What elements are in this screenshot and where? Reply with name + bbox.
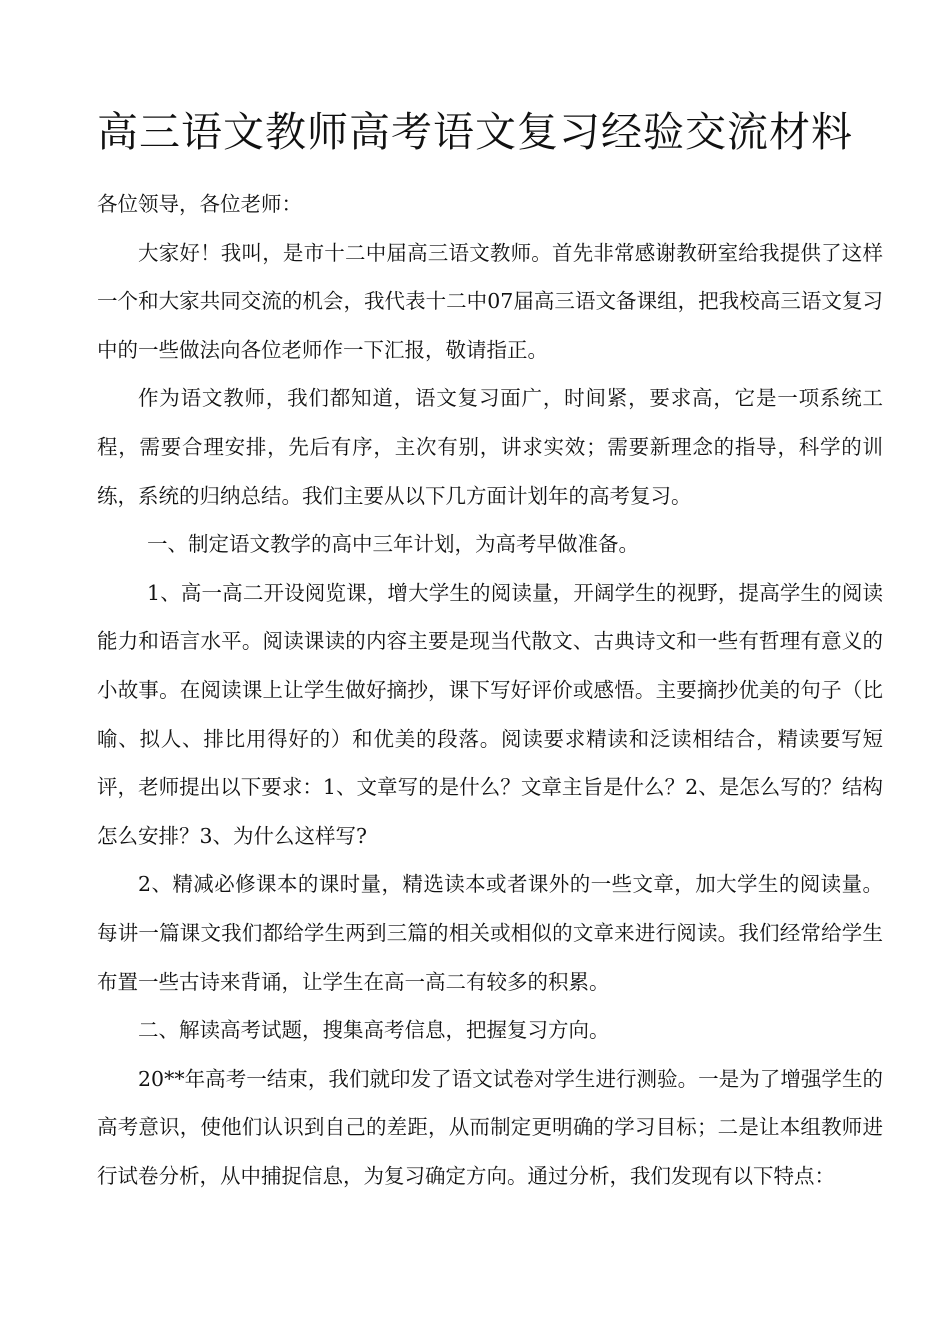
section-heading-2: 二、解读高考试题，搜集高考信息，把握复习方向。 <box>138 1018 610 1043</box>
paragraph-analysis: 20**年高考一结束，我们就印发了语文试卷对学生进行测验。一是为了增强学生的高考意识，使他们认识到自己的差距，从而制定更明确的学习目标；二是让本组教师进行试卷分析，从中捕捉信息，为复习确定方向。通过分析，我们发现有以下特点： <box>97 1066 883 1188</box>
paragraph-greeting: 大家好！我叫，是市十二中届高三语文教师。首先非常感谢教研室给我提供了这样一个和大家共同交流的机会，我代表十二中07届高三语文备课组，把我校高三语文复习中的一些做法向各位老师作一下汇报，敬请指正。 <box>97 240 883 362</box>
document-body <box>97 180 883 1200</box>
section-heading-1: 一、制定语文教学的高中三年计划，为高考早做准备。 <box>147 532 639 557</box>
salutation: 各位领导，各位老师： <box>97 192 302 216</box>
list-item-2: 2、精减必修课本的课时量，精选读本或者课外的一些文章，加大学生的阅读量。每讲一篇课文我们都给学生两到三篇的相关或相似的文章来进行阅读。我们经常给学生布置一些古诗来背诵，让学生在高一高二有较多的积累。 <box>97 872 883 994</box>
paragraph-overview: 作为语文教师，我们都知道，语文复习面广，时间紧，要求高，它是一项系统工程，需要合理安排，先后有序，主次有别，讲求实效；需要新理念的指导，科学的训练，系统的归纳总结。我们主要从以下几方面计划年的高考复习。 <box>97 386 883 508</box>
list-item-1: 1、高一高二开设阅览课，增大学生的阅读量，开阔学生的视野，提高学生的阅读能力和语言水平。阅读课读的内容主要是现当代散文、古典诗文和一些有哲理有意义的小故事。在阅读课上让学生做好摘抄，课下写好评价或感悟。主要摘抄优美的句子（比喻、拟人、排比用得好的）和优美的段落。阅读要求精读和泛读相结合，精读要写短评，老师提出以下要求：1、文章写的是什么？文章主旨是什么？2、是怎么写的？结构怎么安排？3、为什么这样写? <box>97 580 883 848</box>
document-title: 高三语文教师高考语文复习经验交流材料 <box>97 108 853 156</box>
